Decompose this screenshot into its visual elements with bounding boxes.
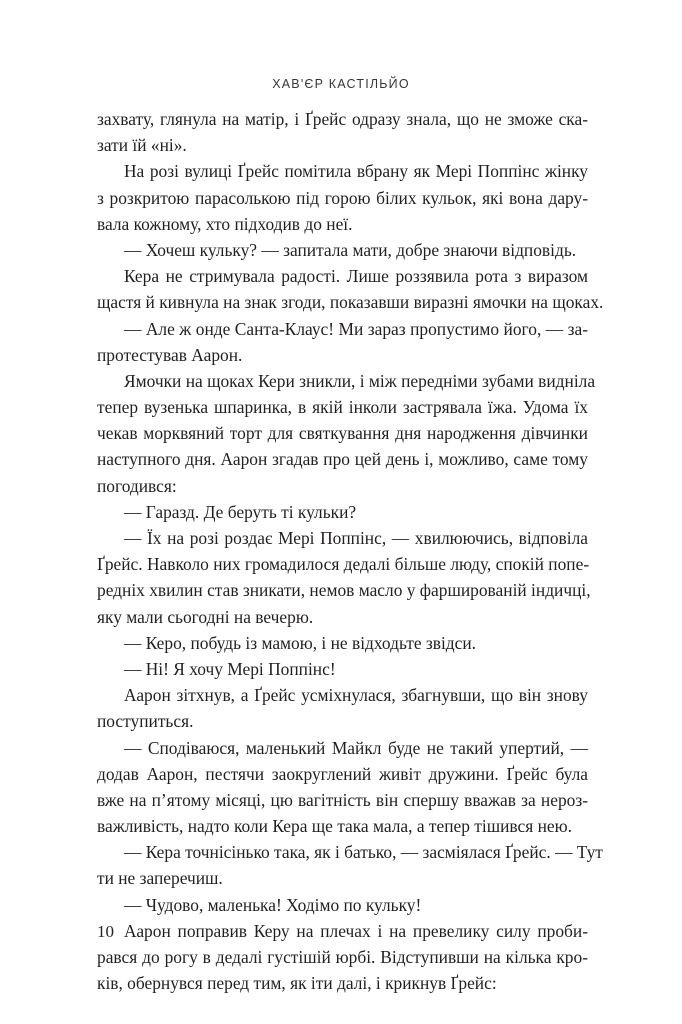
text-line: — Але ж онде Санта-Клаус! Ми зараз пропустимо його, — за-	[124, 318, 588, 339]
text-line: поступиться.	[97, 711, 194, 732]
text-line: — Ні! Я хочу Мері Поппінс!	[124, 658, 336, 679]
text-line: — Керо, побудь із мамою, і не відходьте звідси.	[124, 632, 477, 653]
text-line: На розі вулиці Ґрейс помітила вбрану як Мері Поппінс жінку	[124, 161, 588, 182]
text-line: Аарон поправив Керу на плечах і на превелику силу проби-	[124, 920, 588, 941]
text-line: — Їх на розі роздає Мері Поппінс, — хвилюючись, відповіла	[124, 528, 588, 548]
text-line: — Сподіваюся, маленький Майкл буде не такий упертий, —	[124, 737, 588, 758]
body-text	[97, 106, 604, 996]
text-line: з розкритою парасолькою під горою білих кульок, які вона дару-	[97, 187, 588, 208]
text-line: — Гаразд. Де беруть ті кульки?	[124, 501, 357, 522]
text-line: тепер вузенька шпаринка, в якій інколи застрявала їжа. Удома їх	[97, 397, 588, 418]
text-line: — Хочеш кульку? — запитала мати, добре знаючи відповідь.	[124, 239, 577, 260]
text-line: — Кера точнісінько така, як і батько, — засміялася Ґрейс. — Тут	[124, 842, 603, 863]
text-line: ків, обернувся перед тим, як іти далі, і крикнув Ґрейс:	[97, 973, 497, 994]
text-line: додав Аарон, пестячи заокруглений живіт дружини. Ґрейс була	[97, 763, 588, 784]
text-line: важливість, надто коли Кера ще така мала, а тепер тішився нею.	[97, 816, 572, 837]
text-line: Ґрейс. Навколо них громадилося дедалі більше люду, спокій попе-	[97, 554, 590, 575]
text-line: наступного дня. Аарон згадав про цей день і, можливо, саме тому	[97, 449, 588, 470]
text-line: захвату, глянула на матір, і Ґрейс одразу знала, що не зможе ска-	[97, 109, 588, 129]
text-line: — Чудово, маленька! Ходімо по кульку!	[124, 894, 422, 915]
page-number: 10	[97, 922, 114, 941]
text-line: зати їй «ні».	[97, 135, 187, 156]
running-header: ХАВ'ЄР КАСТІЛЬЙО	[272, 77, 410, 91]
text-line: яку мали сьогодні на вечерю.	[97, 606, 314, 627]
text-line: вала кожному, хто підходив до неї.	[97, 213, 353, 234]
text-line: погодився:	[97, 475, 177, 496]
text-line: редніх хвилин став зникати, немов масло у фаршированій індичці,	[97, 580, 591, 601]
text-line: Ямочки на щоках Кери зникли, і між передніми зубами видніла	[124, 370, 596, 391]
text-line: щастя й кивнула на знак згоди, показавши виразні ямочки на щоках.	[97, 292, 604, 313]
text-line: вже на п’ятому місяці, цю вагітність він спершу вважав за нероз-	[97, 789, 588, 810]
text-line: протестував Аарон.	[97, 344, 243, 365]
text-line: Кера не стримувала радості. Лише роззявила рота з виразом	[124, 266, 588, 287]
text-line: Аарон зітхнув, а Ґрейс усміхнулася, збагнувши, що він знову	[124, 685, 588, 706]
text-line: чекав морквяний торт для святкування дня народження дівчинки	[97, 423, 588, 444]
text-line: рався до рогу в дедалі густішій юрбі. Відступивши на кілька кро-	[97, 947, 588, 967]
text-line: ти не заперечиш.	[97, 868, 223, 889]
